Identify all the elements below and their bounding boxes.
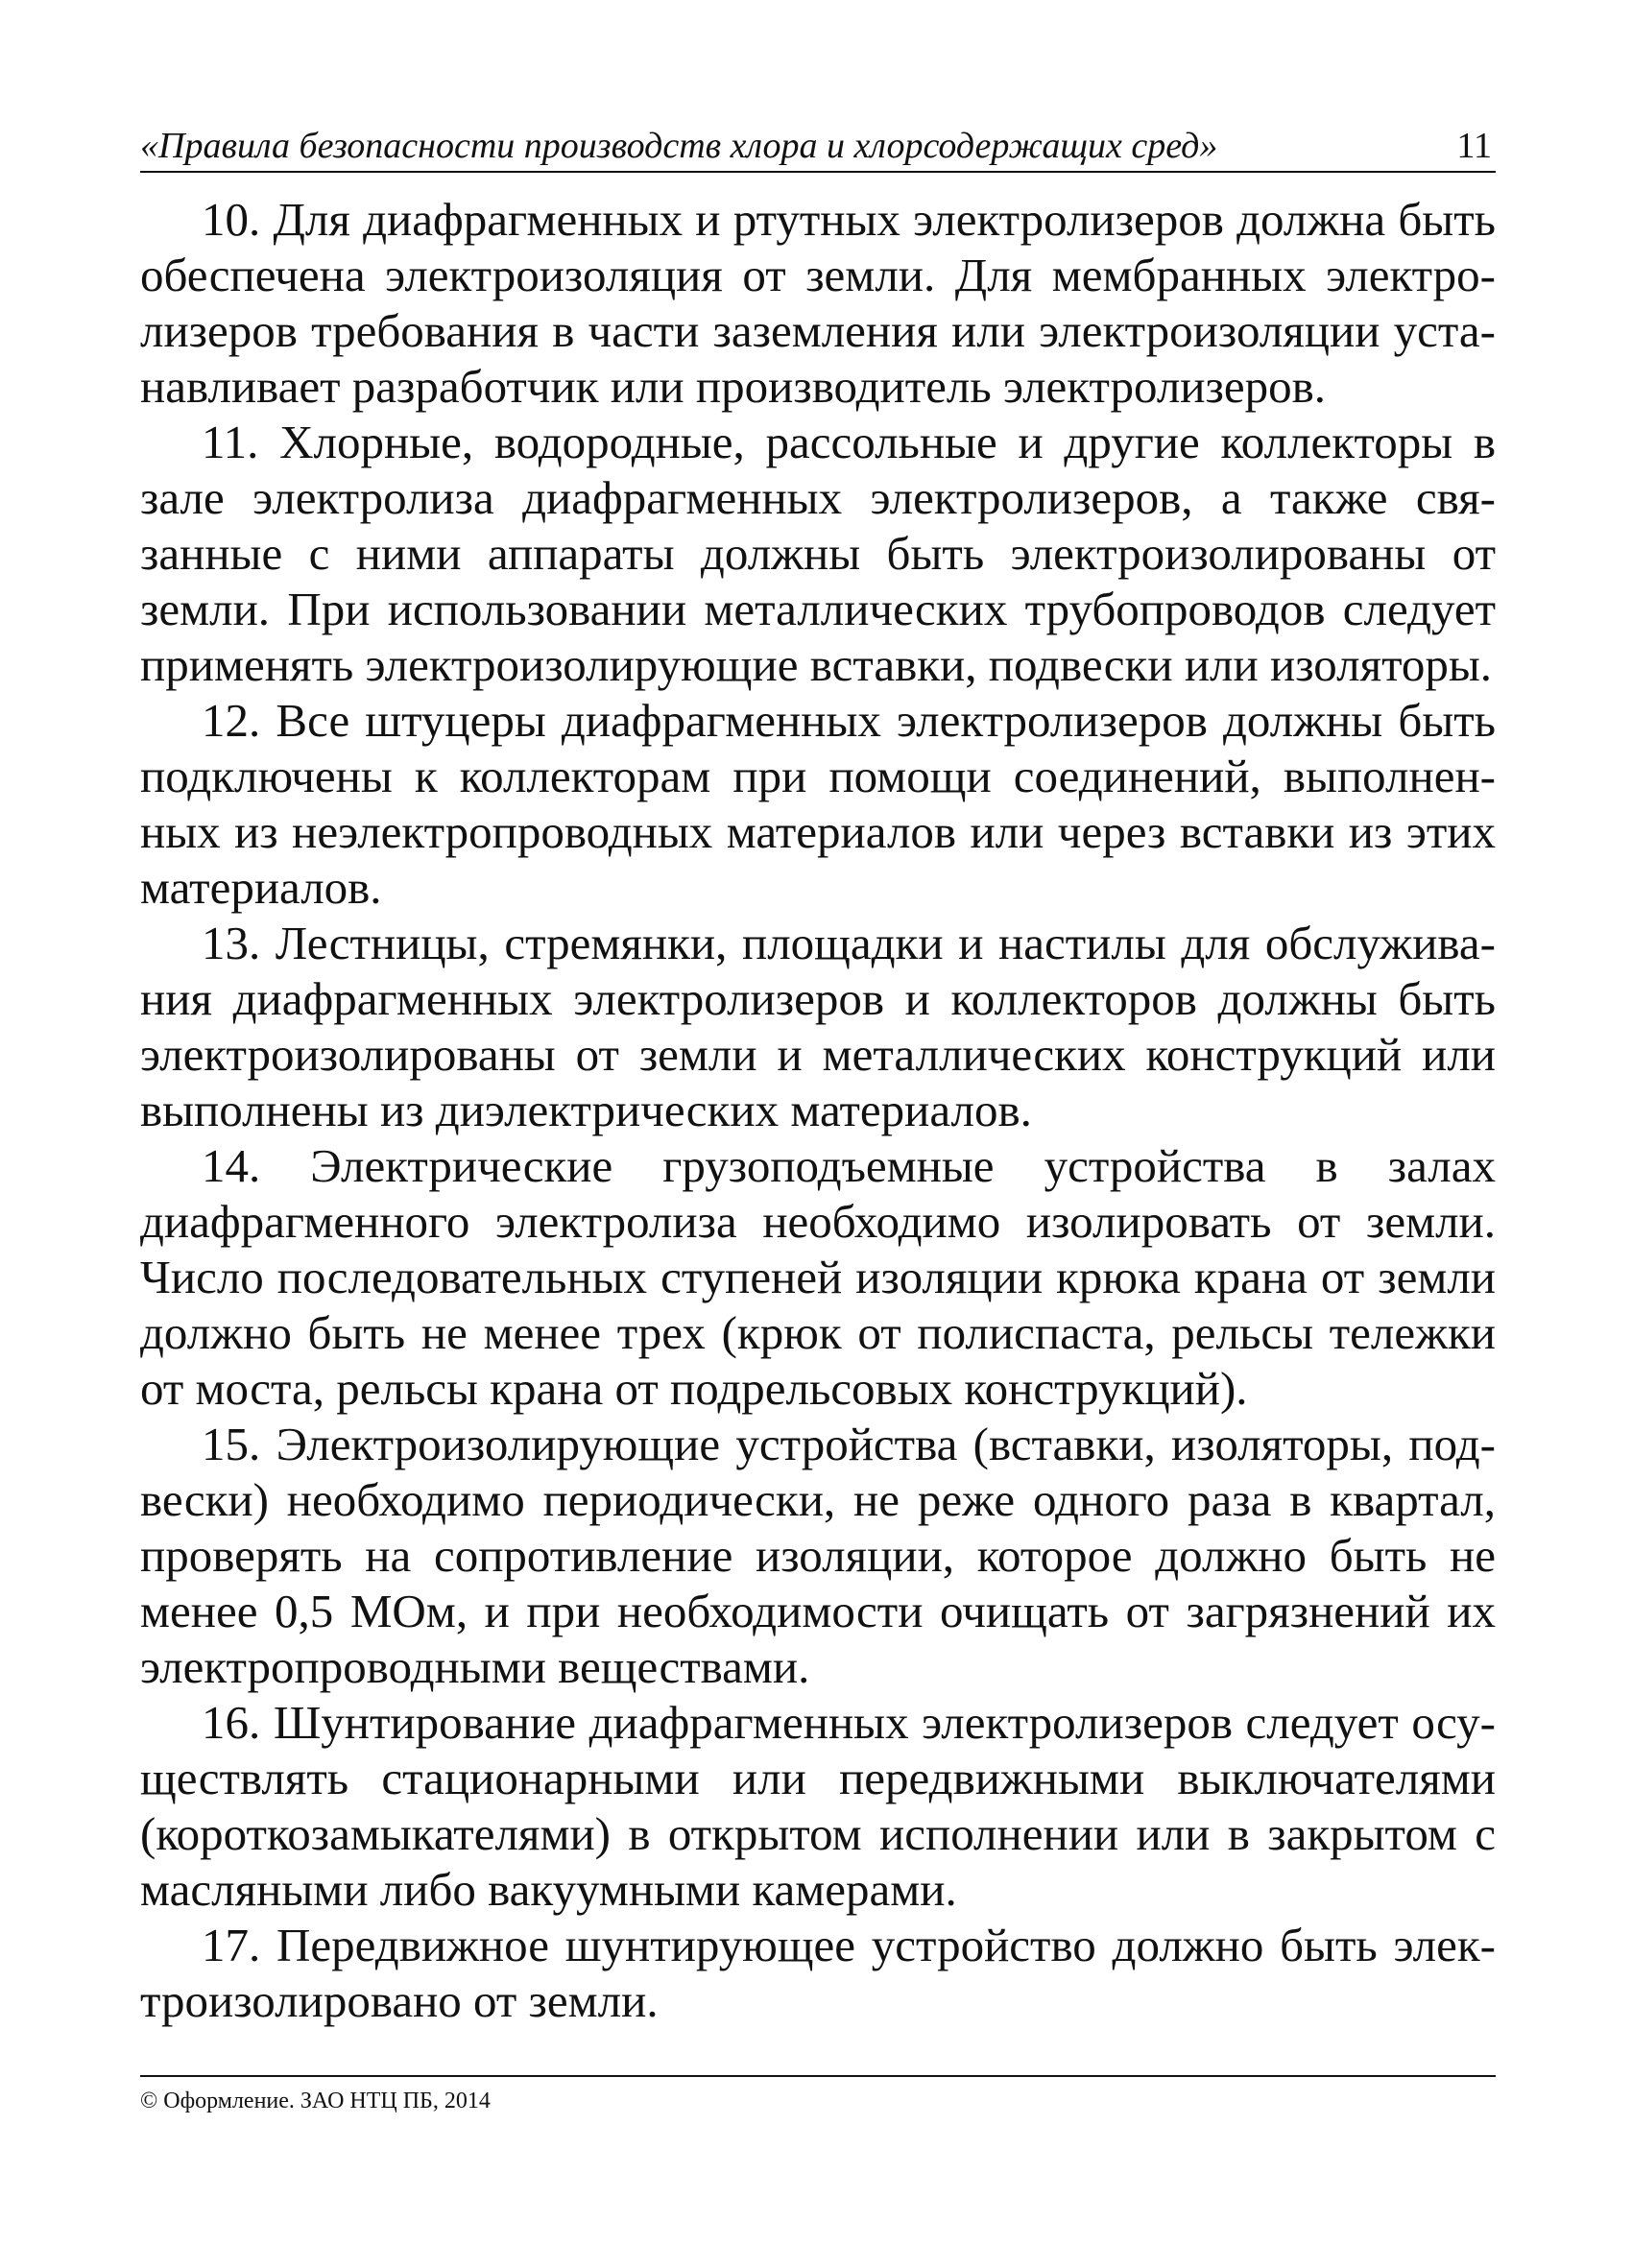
paragraph-16: 16. Шунтирование диафрагменных электролизеров следует осуществлять стационарными или передвижными выключателями (короткозамыкателями) в открытом исполнении или в закрытом с масляными либо вакуумными камерами. [140,1696,1496,1916]
header-title: «Правила безопасности производств хлора и хлорсодержащих сред» [140,126,1218,166]
paragraph-12: 12. Все штуцеры диафрагменных электролизеров должны быть подключены к коллекторам при помощи соединений, выполненных из неэлектропроводных материалов или через вставки из этих материалов. [140,694,1496,914]
paragraph-17: 17. Передвижное шунтирующее устройство должно быть электроизолировано от земли. [140,1919,1496,2027]
paragraph-14: 14. Электрические грузоподъемные устройства в залах диафрагменного электролиза необходимо изолировать от земли. Число последовательных ступеней изоляции крюка крана от земли должно быть не менее трех (крюк от полиспаста, рельсы тележки от моста, рельсы крана от подрельсовых конструкций). [140,1139,1496,1415]
paragraph-11: 11. Хлорные, водородные, рассольные и другие коллекторы в зале электролиза диафрагменных электролизеров, а также связанные с ними аппараты должны быть электроизолированы от земли. При использовании металлических трубопроводов следует применять электроизолирующие вставки, подвески или изоляторы. [140,416,1496,691]
running-header [140,125,1496,173]
paragraph-10: 10. Для диафрагменных и ртутных электролизеров должна быть обеспечена электроизоляция от земли. Для мембранных электролизеров требования в части заземления или электроизоляции устанавливает разработчик или производитель электролизеров. [140,193,1496,413]
body-text [140,192,1496,2029]
footer-copyright: © Оформление. ЗАО НТЦ ПБ, 2014 [140,2075,1496,2115]
document-page [140,125,1496,2029]
paragraph-13: 13. Лестницы, стремянки, площадки и настилы для обслуживания диафрагменных электролизеров и коллекторов должны быть электроизолированы от земли и металлических конструкций или выполнены из диэлектрических материалов. [140,917,1496,1136]
paragraph-15: 15. Электроизолирующие устройства (вставки, изоляторы, подвески) необходимо периодически, не реже одного раза в квартал, проверять на сопротивление изоляции, которое должно быть не менее 0,5 МОм, и при необходимости очищать от загрязнений их электропроводными веществами. [140,1418,1496,1693]
page-number: 11 [1456,126,1492,166]
